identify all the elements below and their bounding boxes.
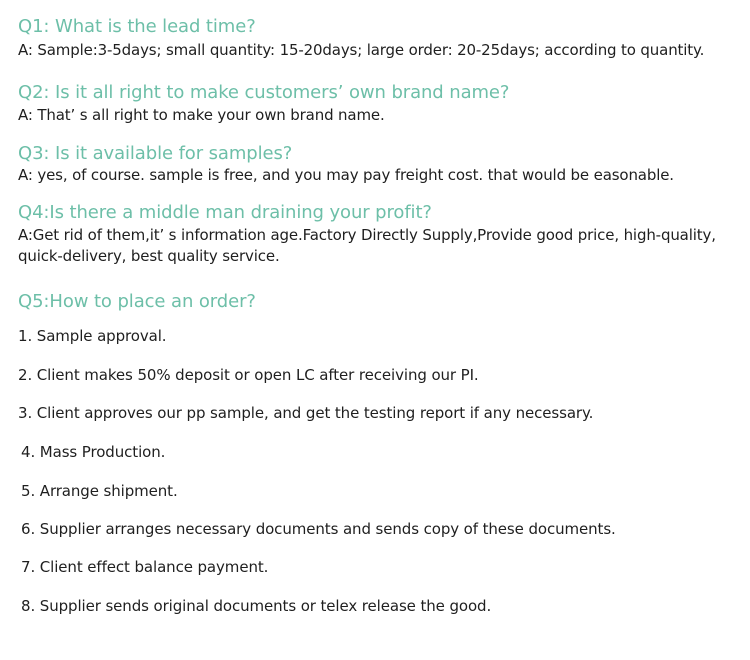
faq-answer-3: A: yes, of course. sample is free, and you may pay freight cost. that would be easonable. [18,166,674,184]
faq-answer-2: A: That’ s all right to make your own brand name. [18,106,385,124]
faq-question-4: Q4:Is there a middle man draining your profit? [18,202,432,223]
order-step-4: 4. Mass Production. [21,443,166,461]
faq-question-1: Q1: What is the lead time? [18,16,256,37]
faq-answer-4: A:Get rid of them,it’ s information age.Factory Directly Supply,Provide good price, high-quality, quick-delivery, best quality service. [18,226,716,265]
order-step-6: 6. Supplier arranges necessary documents and sends copy of these documents. [21,520,616,538]
faq-question-3: Q3: Is it available for samples? [18,143,293,164]
faq-question-2: Q2: Is it all right to make customers’ own brand name? [18,82,510,103]
order-step-5: 5. Arrange shipment. [21,482,178,500]
order-step-8: 8. Supplier sends original documents or telex release the good. [21,597,492,615]
order-step-7: 7. Client effect balance payment. [21,558,269,576]
order-step-1: 1. Sample approval. [18,327,167,345]
order-question: Q5:How to place an order? [18,291,256,312]
faq-answer-1: A: Sample:3-5days; small quantity: 15-20days; large order: 20-25days; according to quantity. [18,41,705,59]
order-step-2: 2. Client makes 50% deposit or open LC after receiving our PI. [18,366,479,384]
order-step-3: 3. Client approves our pp sample, and get the testing report if any necessary. [18,404,594,422]
